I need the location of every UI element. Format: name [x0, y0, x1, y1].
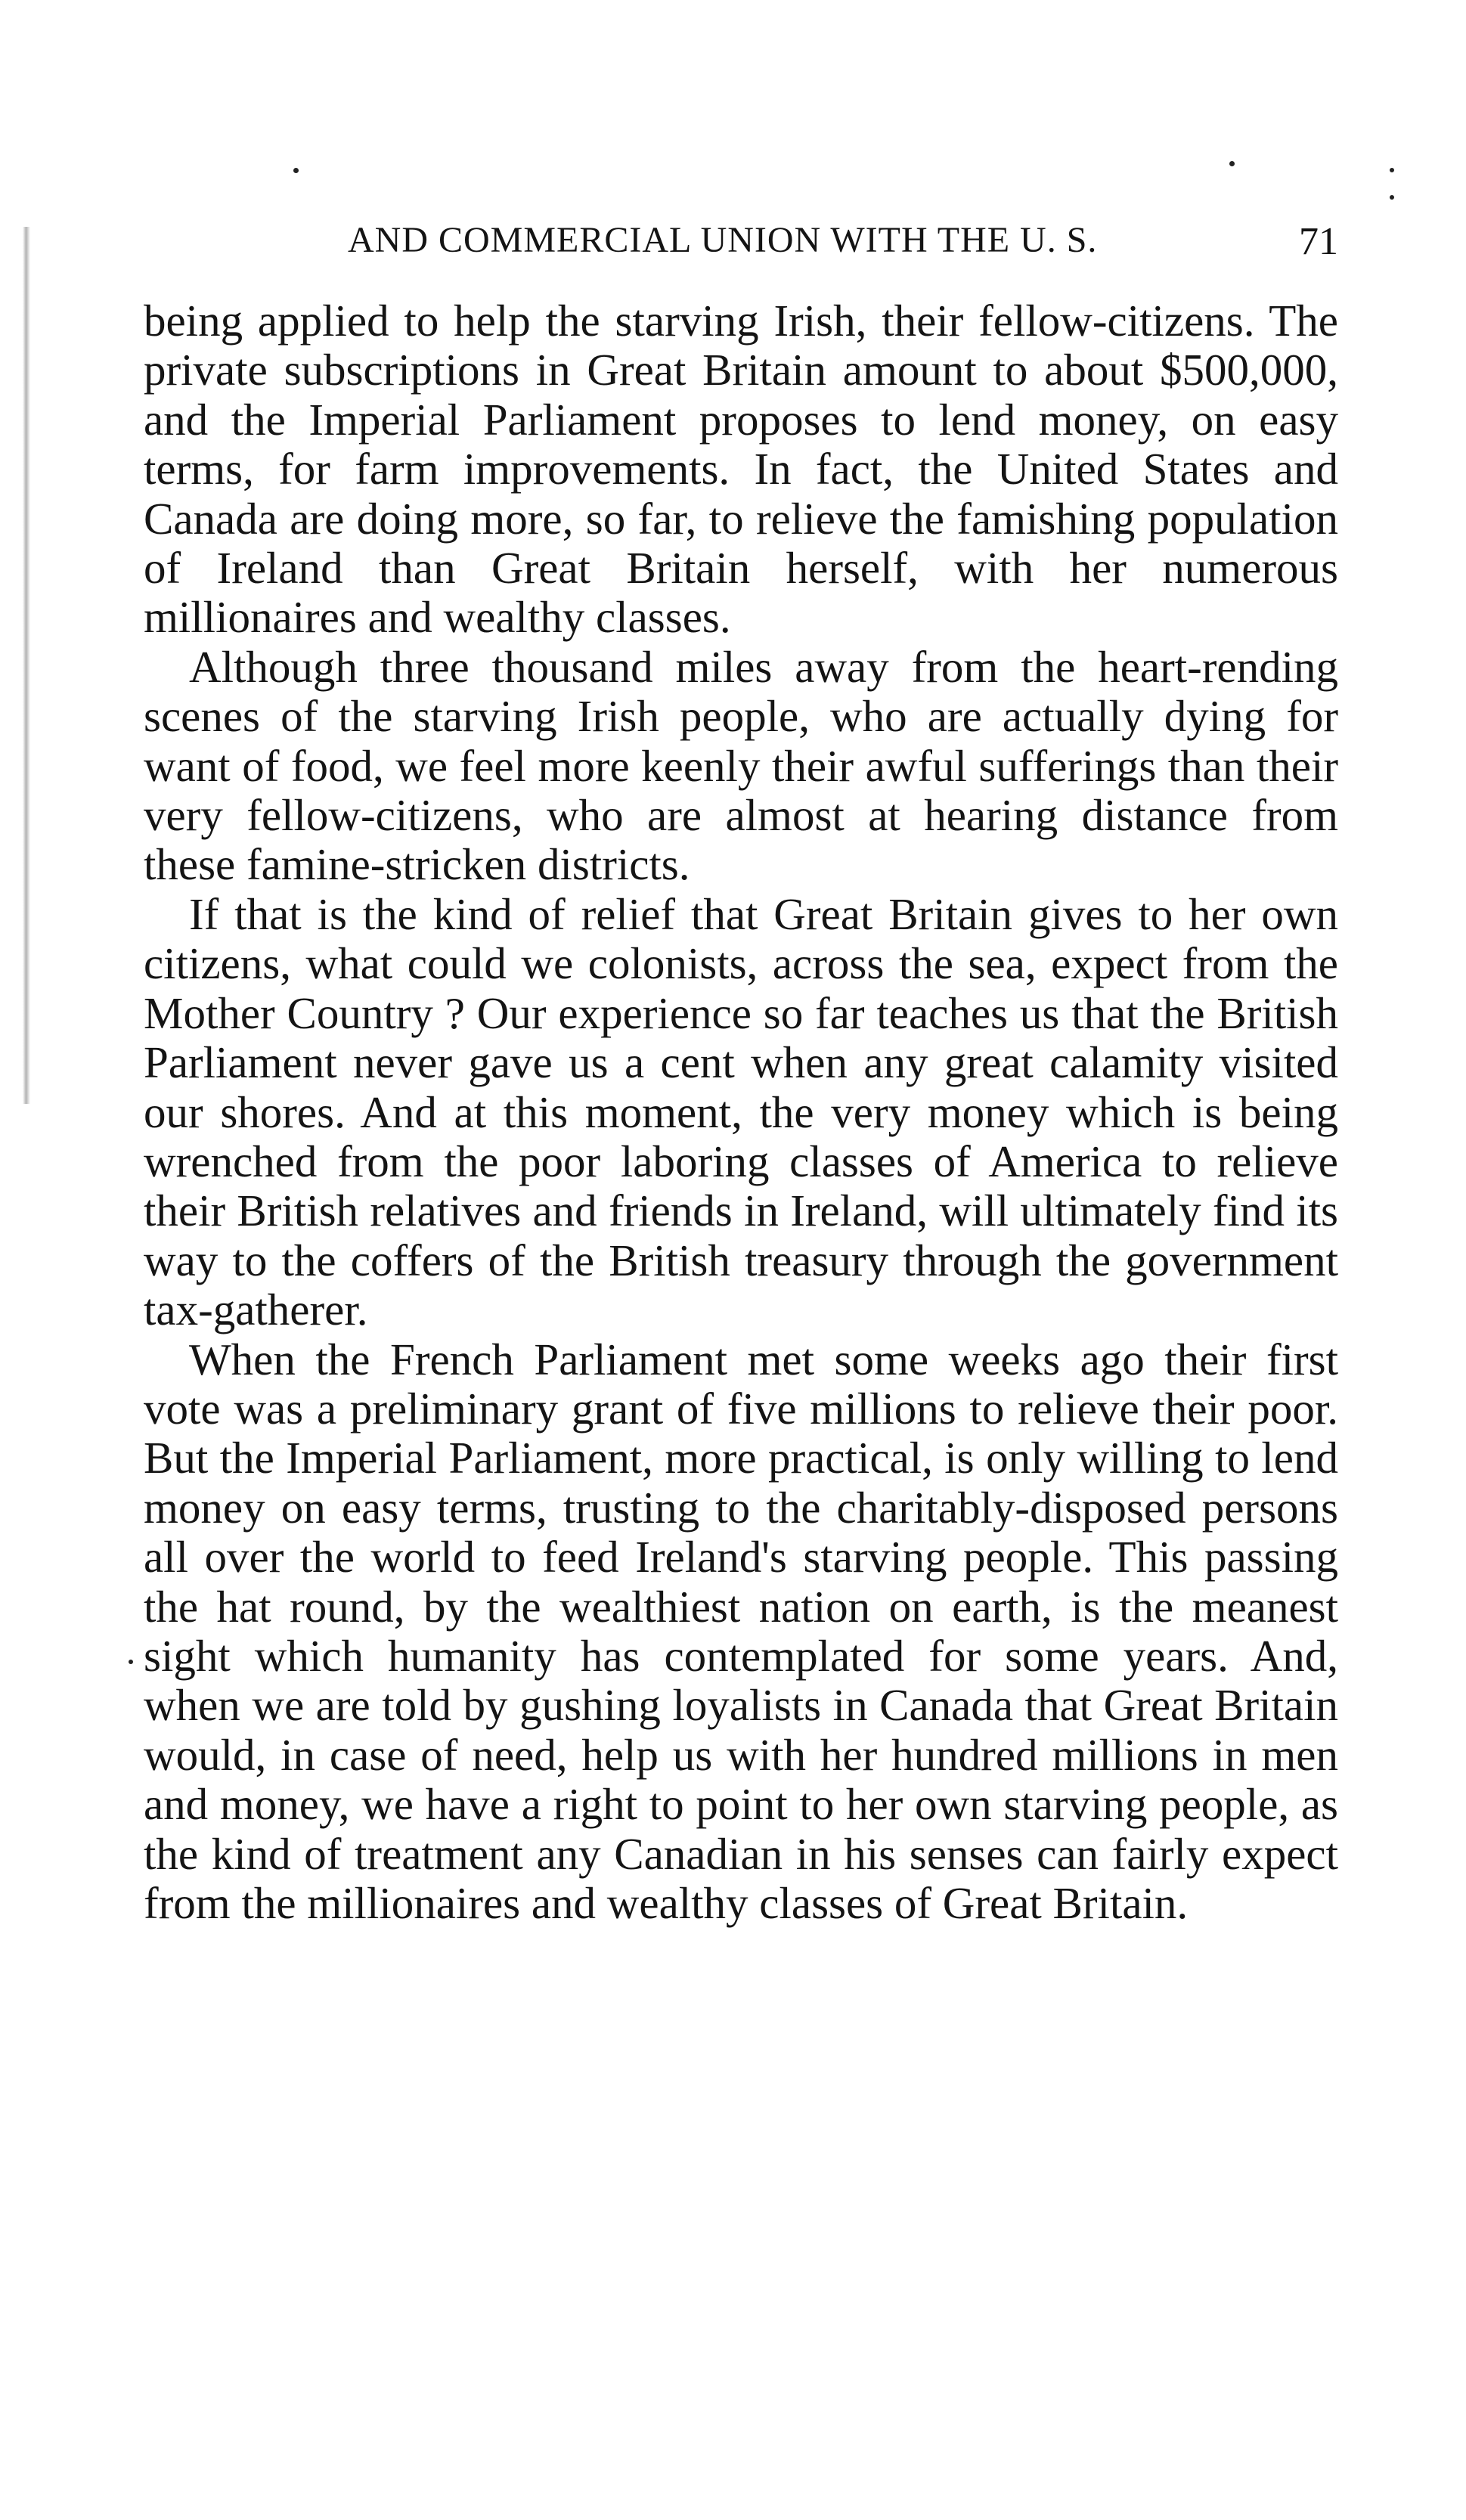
- page-speck: [1390, 195, 1394, 200]
- running-title: AND COMMERCIAL UNION WITH THE U. S.: [348, 220, 1098, 260]
- page-number: 71: [1299, 220, 1338, 263]
- page-speck: [293, 168, 299, 173]
- binding-shadow: [23, 227, 30, 1104]
- running-head: [144, 219, 1338, 272]
- paragraph: If that is the kind of relief that Great Britain gives to her own citizens, what could we colonists, across the sea, expect from the Mother Country ? Our experience so far teaches us that the British Parliament never gave us a cent when any great calamity visited our shores. And at this moment, the very money which is being wrenched from the poor laboring classes of America to relieve their British relatives and friends in Ireland, will ultimately find its way to the coffers of the British treasury through the government tax-gatherer.: [144, 888, 1338, 1335]
- paragraph: Although three thousand miles away from the heart-rending scenes of the starving Irish people, who are actually dying for want of food, we feel more keenly their awful sufferings than their very fellow-citizens, who are almost at hearing distance from these famine-stricken districts.: [144, 641, 1338, 890]
- paragraph: When the French Parliament met some weeks ago their first vote was a preliminary grant of five millions to relieve their poor. But the Imperial Parliament, more practical, is only willing to lend money on easy terms, trusting to the charitably-disposed persons all over the world to feed Ireland's starving people. This passing the hat round, by the wealthiest nation on earth, is the meanest sight which humanity has contemplated for some years. And, when we are told by gushing loyalists in Canada that Great Britain would, in case of need, help us with her hundred millions in men and money, we have a right to point to her own starving people, as the kind of treatment any Canadian in his senses can fairly expect from the millionaires and wealthy classes of Great Britain.: [144, 1334, 1338, 1928]
- page-speck: [1229, 161, 1235, 166]
- body-text: [144, 296, 1338, 1928]
- page-speck: [1390, 168, 1394, 172]
- paragraph: being applied to help the starving Irish, their fellow-citizens. The private subscriptions in Great Britain amount to about $500,000, and the Imperial Parliament proposes to lend money, on easy terms, for farm improvements. In fact, the United States and Canada are doing more, so far, to relieve the famishing population of Ireland than Great Britain herself, with her numerous millionaires and wealthy classes.: [144, 296, 1338, 643]
- page-speck: [129, 1660, 133, 1664]
